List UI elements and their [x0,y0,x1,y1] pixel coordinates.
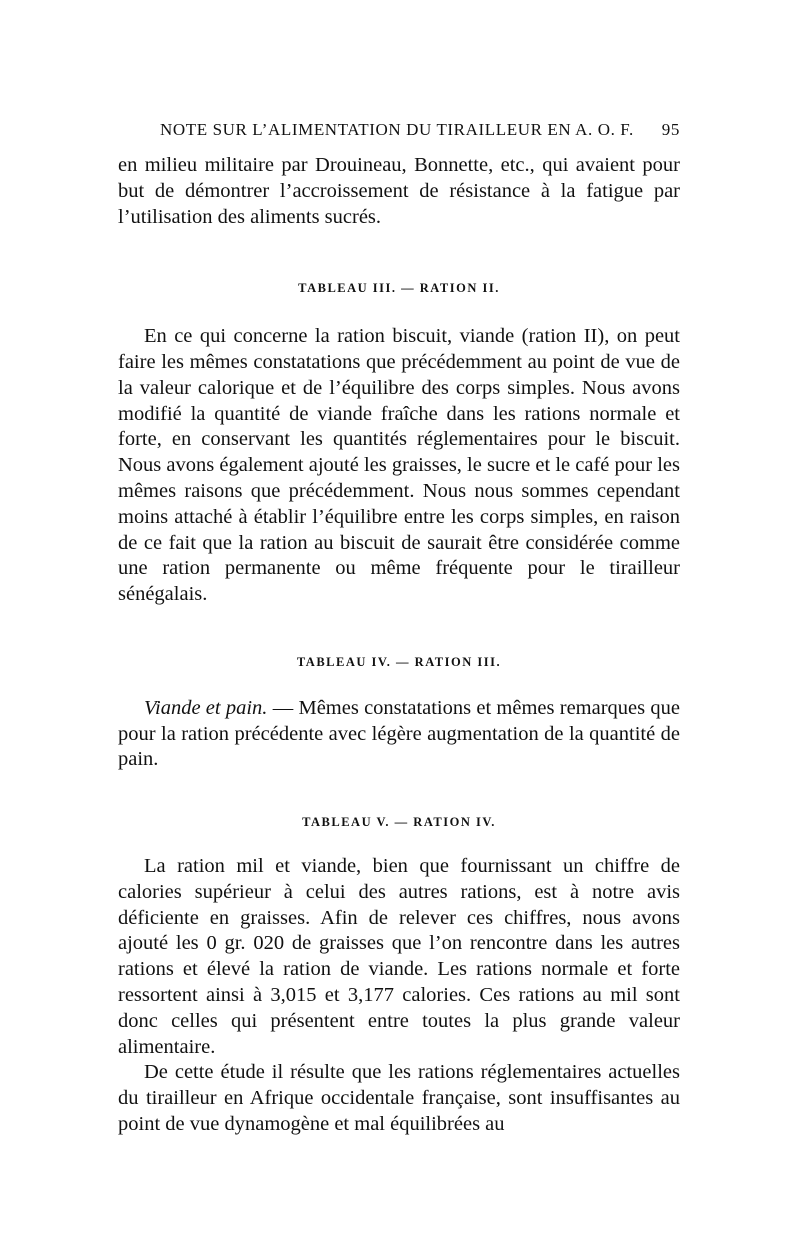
page-number: 95 [661,120,680,139]
paragraph-ration-iv: La ration mil et viande, bien que fournissant un chiffre de calories supérieur à celui des autres rations, est à notre avis déficiente en graisses. Afin de relever ces chiffres, nous avons ajouté les 0 gr. 020 de graisses que l’on rencontre dans les autres rations et élevé la ration de viande. Les rations normale et forte ressortent ainsi à 3,015 et 3,177 calories. Ces rations au mil sont donc celles qui présentent entre toutes la plus grande valeur alimentaire. [118,854,680,1058]
section-heading-tableau-iii: TABLEAU III. — RATION II. [298,281,500,296]
paragraph-lead-italic: Viande et pain. [144,696,268,719]
paragraph-conclusion: De cette étude il résulte que les rations réglementaires actuelles du tirailleur en Afrique occidentale française, sont insuffisantes au point de vue dynamogène et mal équilibrées au [118,1061,680,1135]
running-header [160,120,680,140]
paragraph-ration-iii-text: — Mêmes constatations et mêmes remarques que pour la ration précédente avec légère augmentation de la quantité de pain. [118,696,680,771]
paragraph-continuation: en milieu militaire par Drouineau, Bonnette, etc., qui avaient pour but de démontrer l’accroissement de résistance à la fatigue par l’utilisation des aliments sucrés. [118,154,680,228]
running-title: NOTE SUR L’ALIMENTATION DU TIRAILLEUR EN A. O. F. [160,120,634,139]
page-body [118,153,680,1138]
section-heading-tableau-v: TABLEAU V. — RATION IV. [302,815,496,830]
section-heading-tableau-iv: TABLEAU IV. — RATION III. [296,654,502,669]
paragraph-ration-iii [118,696,680,773]
paragraph-ration-ii: En ce qui concerne la ration biscuit, viande (ration II), on peut faire les mêmes constatations que précédemment au point de vue de la valeur calorique et de l’équilibre des corps simples. Nous avons modifié la quantité de viande fraîche dans les rations normale et forte, en conservant les quantités réglementaires pour le biscuit. Nous avons également ajouté les graisses, le sucre et le café pour les mêmes raisons que précédemment. Nous nous sommes cependant moins attaché à établir l’équilibre entre les corps simples, en raison de ce fait que la ration au biscuit de saurait être considérée comme une ration permanente ou même fréquente pour le tirailleur sénégalais. [118,325,680,606]
